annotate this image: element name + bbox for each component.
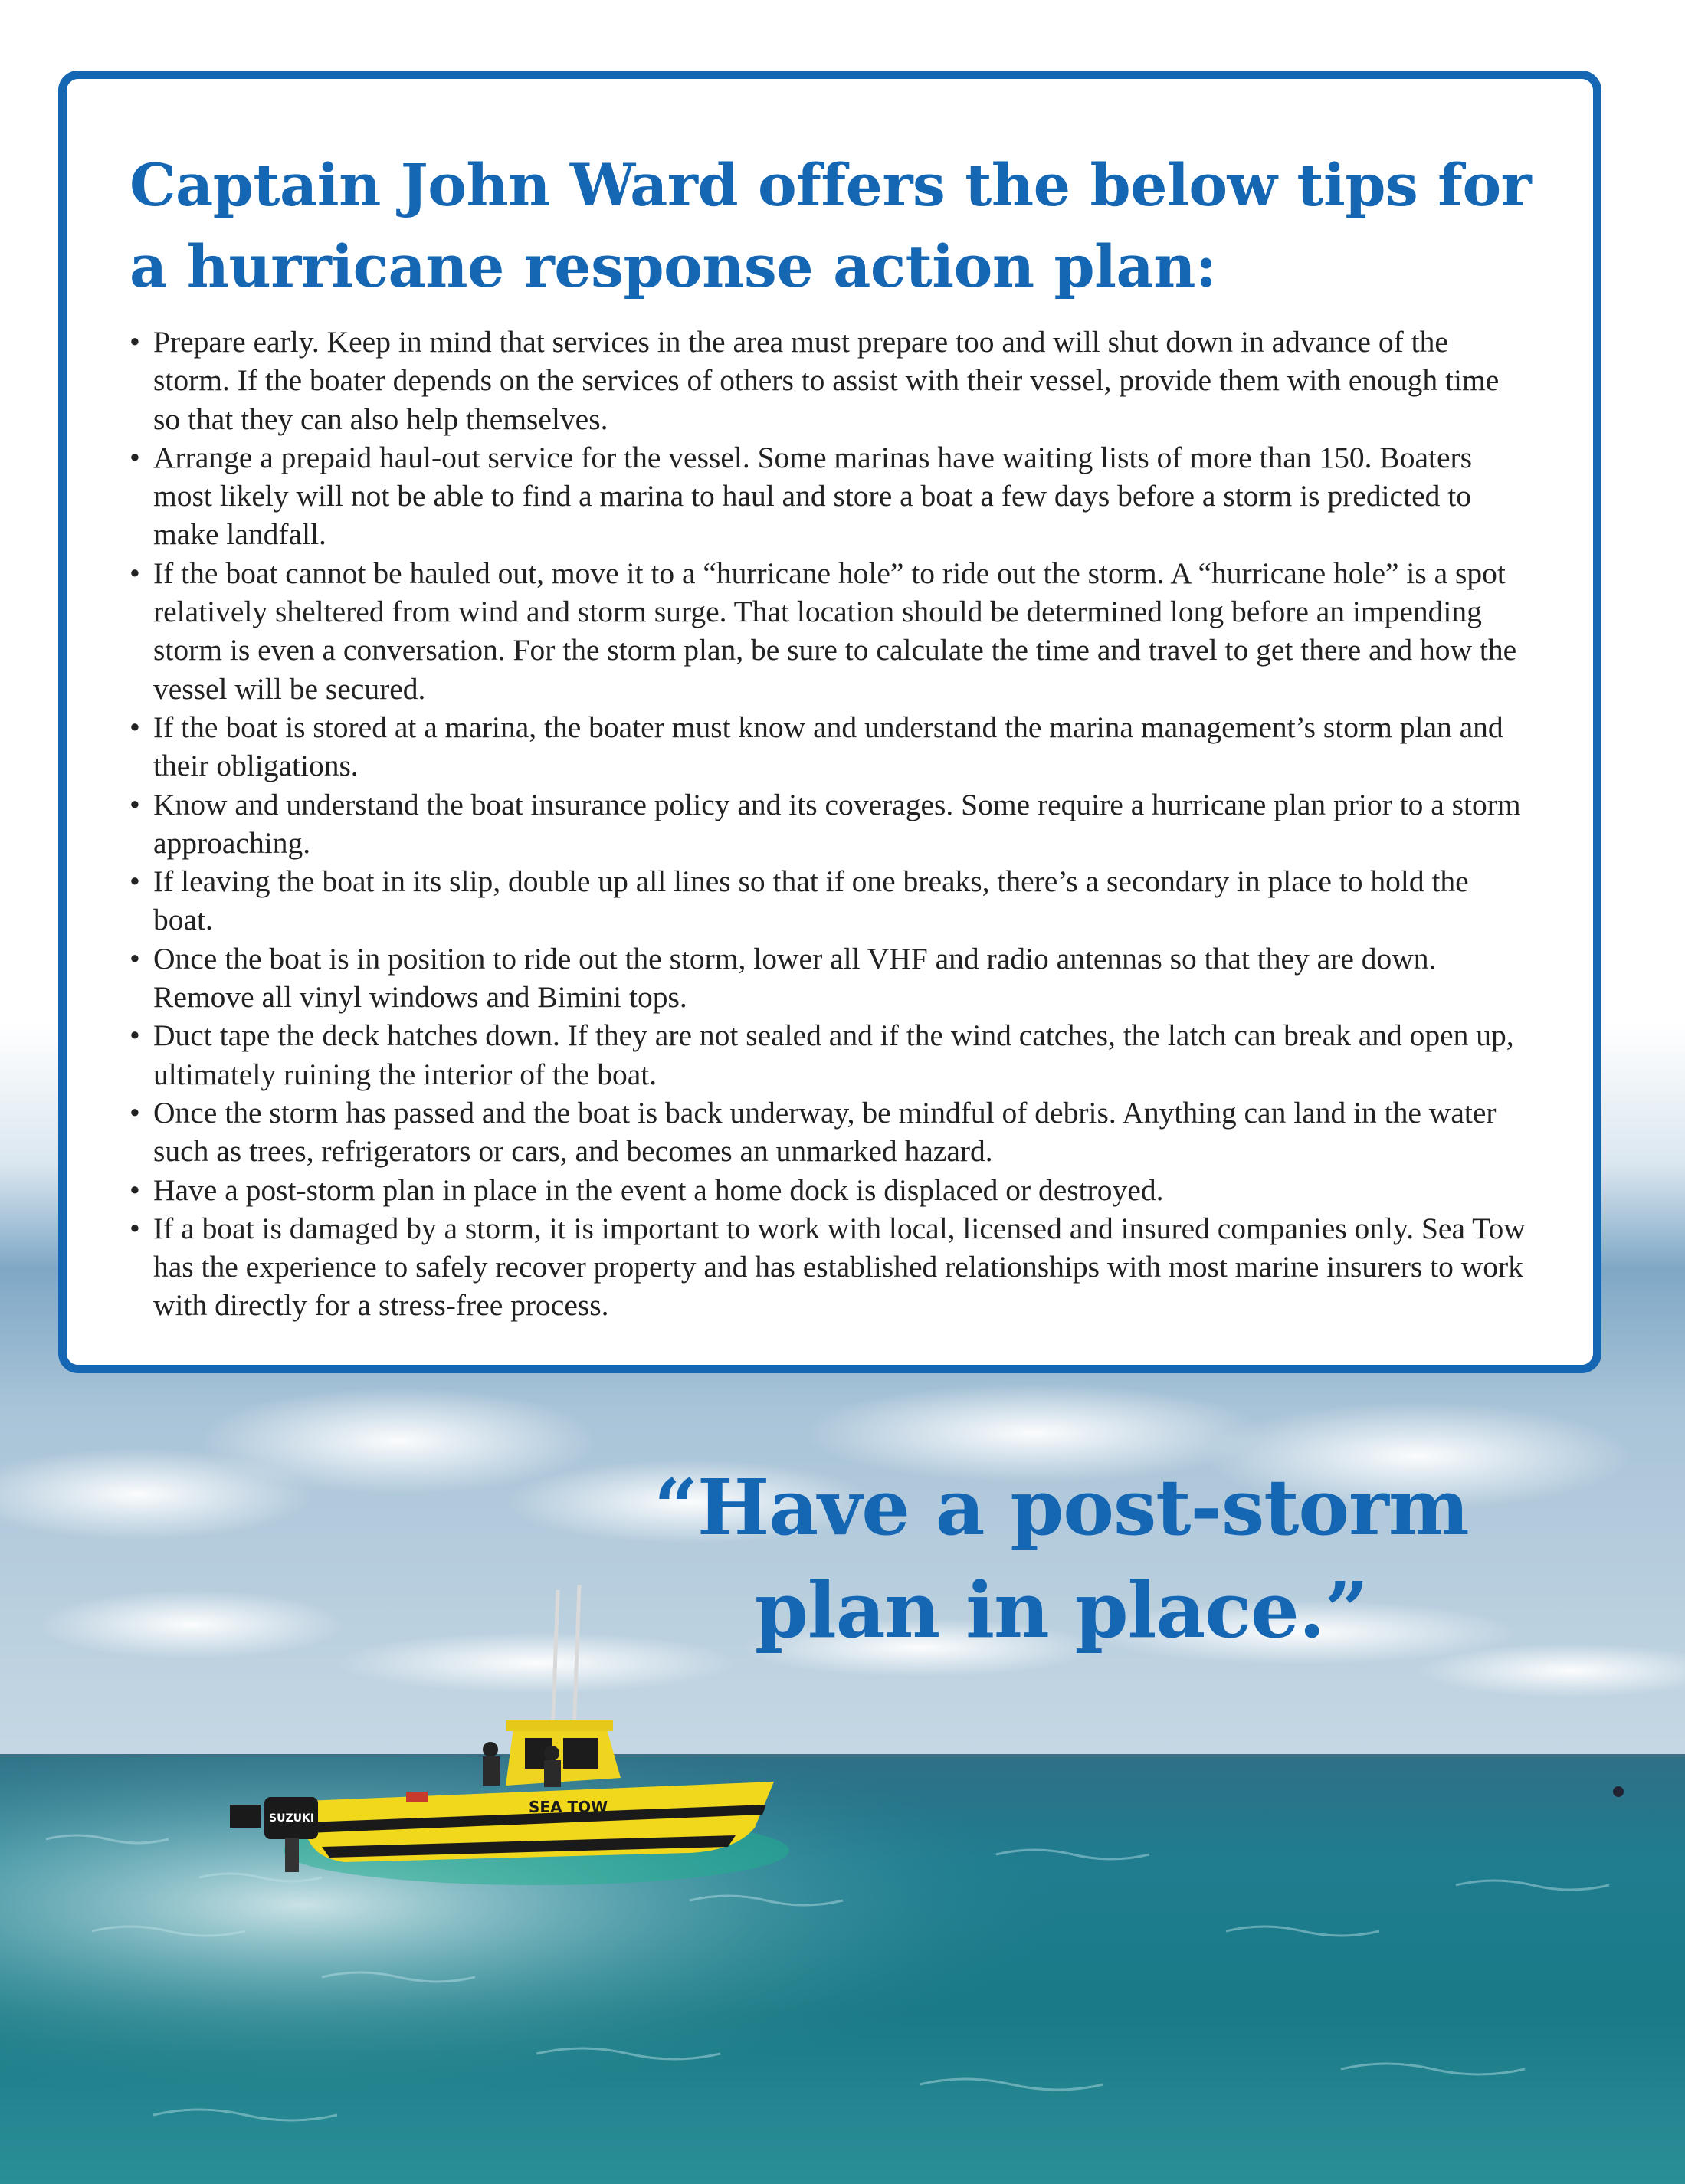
tip-text: Duct tape the deck hatches down. If they are not sealed and if the wind catches, the latch can break and open up, ultimately ruining the interior of the boat. [153,1018,1514,1091]
tip-item [129,1094,1532,1171]
tip-item [129,785,1532,863]
tip-item [129,1171,1532,1209]
tip-text: Once the storm has passed and the boat is back underway, be mindful of debris. Anything can land in the water such as trees, refrigerators or cars, and becomes an unmarked hazard. [153,1095,1497,1169]
tip-item [129,1209,1532,1325]
bullet: • [129,556,140,590]
engine-label: SUZUKI [269,1812,315,1825]
tip-text: If the boat cannot be hauled out, move it to a “hurricane hole” to ride out the storm. A “hurricane hole” is a spot relatively sheltered from wind and storm surge. That location should be determined long before an impending storm is even a conversation. For the storm plan, be sure to calculate the time and travel to get there and how the vessel will be secured. [153,556,1517,706]
tip-item [129,323,1532,438]
bullet: • [129,440,140,474]
pull-quote-line-1: “Have a post-storm [654,1462,1469,1553]
bullet: • [129,864,140,899]
tips-list [129,323,1532,1325]
bullet: • [129,1018,140,1053]
pull-quote [582,1456,1540,1661]
bullet: • [129,787,140,821]
distant-swimmer [1613,1786,1624,1797]
tips-title: Captain John Ward offers the below tips for a hurricane response action plan: [129,151,1532,300]
tip-item [129,438,1532,554]
tip-item [129,554,1532,708]
tip-text: If the boat is stored at a marina, the boater must know and understand the marina management’s storm plan and their obligations. [153,710,1503,783]
tip-item [129,708,1532,785]
tip-item [129,1016,1532,1094]
tip-text: Have a post-storm plan in place in the event a home dock is displaced or destroyed. [153,1172,1164,1207]
tip-text: If leaving the boat in its slip, double up all lines so that if one breaks, there’s a secondary in place to hold the boat. [153,864,1469,937]
tip-text: Arrange a prepaid haul-out service for the vessel. Some marinas have waiting lists of more than 150. Boaters most likely will not be able to find a marina to haul and store a boat a few days before a storm is predicted to make landfall. [153,440,1473,552]
tip-text: If a boat is damaged by a storm, it is important to work with local, licensed and insured companies only. Sea Tow has the experience to safely recover property and has established relationships with most marine insurers to work with directly for a stress-free process. [153,1211,1526,1323]
tips-box [58,71,1601,1373]
bullet: • [129,710,140,744]
bullet: • [129,1211,140,1245]
tip-item [129,862,1532,940]
tip-text: Prepare early. Keep in mind that services in the area must prepare too and will shut down in advance of the storm. If the boater depends on the services of others to assist with their vessel, provide them with enough time so that they can also help themselves. [153,325,1500,436]
tip-text: Once the boat is in position to ride out the storm, lower all VHF and radio antennas so that they are down. Remove all vinyl windows and Bimini tops. [153,941,1437,1015]
boat-hull-label: SEA TOW [529,1798,608,1816]
tip-item [129,940,1532,1017]
pull-quote-line-2: plan in place.” [754,1565,1369,1655]
bullet: • [129,941,140,976]
tip-text: Know and understand the boat insurance policy and its coverages. Some require a hurricane plan prior to a storm approaching. [153,787,1521,860]
bullet: • [129,325,140,359]
bullet: • [129,1172,140,1207]
bullet: • [129,1095,140,1130]
